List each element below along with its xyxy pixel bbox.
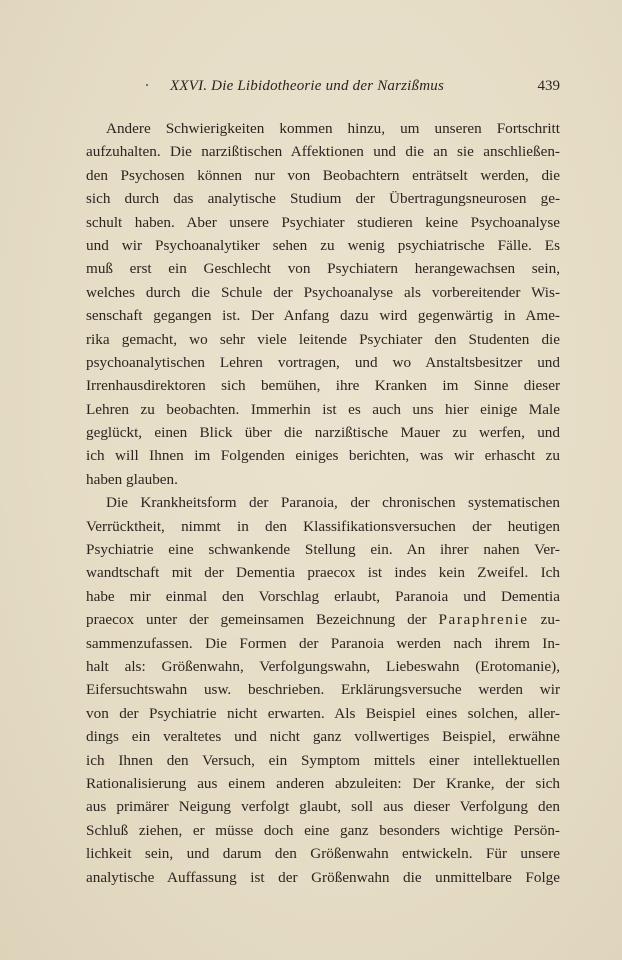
text-line: psychoanalytischen Lehren vortragen, und wo Anstaltsbesitzer und bbox=[86, 353, 560, 371]
running-title: XXVI. Die Libidotheorie und der Narzißmus bbox=[170, 78, 445, 94]
text-line: von der Psychiatrie nicht erwarten. Als Beispiel eines solchen, aller- bbox=[86, 704, 560, 722]
text-line: muß erst ein Geschlecht von Psychiatern herangewachsen sein, bbox=[86, 260, 560, 278]
text-line: sich durch das analytische Studium der Übertragungsneurosen ge- bbox=[86, 190, 560, 208]
text-line: Verrücktheit, nimmt in den Klassifikationsversuchen der heutigen bbox=[86, 517, 560, 535]
text-line: haben glauben. bbox=[86, 470, 178, 488]
text-line: Eifersuchtswahn usw. beschrieben. Erklärungsversuche werden wir bbox=[86, 681, 560, 699]
text-line: wandtschaft mit der Dementia praecox ist indes kein Zweifel. Ich bbox=[86, 564, 560, 582]
text-line: Andere Schwierigkeiten kommen hinzu, um unseren Fortschritt bbox=[106, 120, 560, 137]
text-line: Rationalisierung aus einem anderen abzuleiten: Der Kranke, der sich bbox=[86, 774, 560, 792]
text-line-with-spaced-term bbox=[86, 608, 560, 631]
body-text bbox=[86, 117, 560, 889]
ink-dot bbox=[146, 84, 148, 86]
spaced-term: Paraphrenie bbox=[438, 611, 529, 629]
text-line: geglückt, einen Blick über die narzißtische Mauer zu werfen, und bbox=[86, 424, 560, 442]
text-line: lichkeit sein, und darum den Größenwahn entwickeln. Für unsere bbox=[86, 845, 560, 863]
text-line: Psychiatrie eine schwankende Stellung ein. An ihrer nahen Ver- bbox=[86, 541, 560, 559]
page-number: 439 bbox=[537, 78, 560, 94]
text-line: ich will Ihnen im Folgenden einiges berichten, was wir erhascht zu bbox=[86, 447, 560, 465]
text-line: Schluß ziehen, er müsse doch eine ganz besonders wichtige Persön- bbox=[86, 821, 560, 839]
page-header bbox=[86, 78, 560, 102]
text-line: senschaft gegangen ist. Der Anfang dazu wird gegenwärtig in Ame- bbox=[86, 307, 560, 325]
text-line: dings ein veraltetes und nicht ganz vollwertiges Beispiel, erwähne bbox=[86, 728, 560, 746]
text-segment: praecox unter der gemeinsamen Bezeichnung der bbox=[86, 611, 427, 629]
text-line: welches durch die Schule der Psychoanalyse als vorbereitender Wis- bbox=[86, 283, 560, 301]
text-line: Die Krankheitsform der Paranoia, der chronischen systematischen bbox=[106, 494, 560, 512]
text-line: ich Ihnen den Versuch, ein Symptom mittels einer intellektuellen bbox=[86, 751, 560, 769]
text-line: schult haben. Aber unsere Psychiater studieren keine Psychoanalyse bbox=[86, 213, 560, 231]
text-line: rika gemacht, wo sehr viele leitende Psychiater den Studenten die bbox=[86, 330, 560, 348]
text-segment: zu- bbox=[540, 611, 561, 629]
text-line: halt als: Größenwahn, Verfolgungswahn, Liebeswahn (Erotomanie), bbox=[86, 657, 560, 675]
text-line: sammenzufassen. Die Formen der Paranoia werden nach ihrem In- bbox=[86, 634, 560, 652]
text-line: aus primärer Neigung verfolgt glaubt, soll aus dieser Verfolgung den bbox=[86, 798, 560, 816]
text-line: habe mir einmal den Vorschlag erlaubt, Paranoia und Dementia bbox=[86, 587, 560, 605]
text-line: aufzuhalten. Die narzißtischen Affektionen und die an sie anschließen- bbox=[86, 143, 560, 161]
text-line: analytische Auffassung ist der Größenwahn die unmittelbare Folge bbox=[86, 868, 560, 886]
text-line: Lehren zu beobachten. Immerhin ist es auch uns hier einige Male bbox=[86, 400, 560, 418]
text-line: den Psychosen können nur von Beobachtern enträtselt werden, die bbox=[86, 166, 560, 184]
text-line: und wir Psychoanalytiker sehen zu wenig psychiatrische Fälle. Es bbox=[86, 236, 560, 254]
text-line: Irrenhausdirektoren sich bemühen, ihre Kranken im Sinne dieser bbox=[86, 377, 560, 395]
